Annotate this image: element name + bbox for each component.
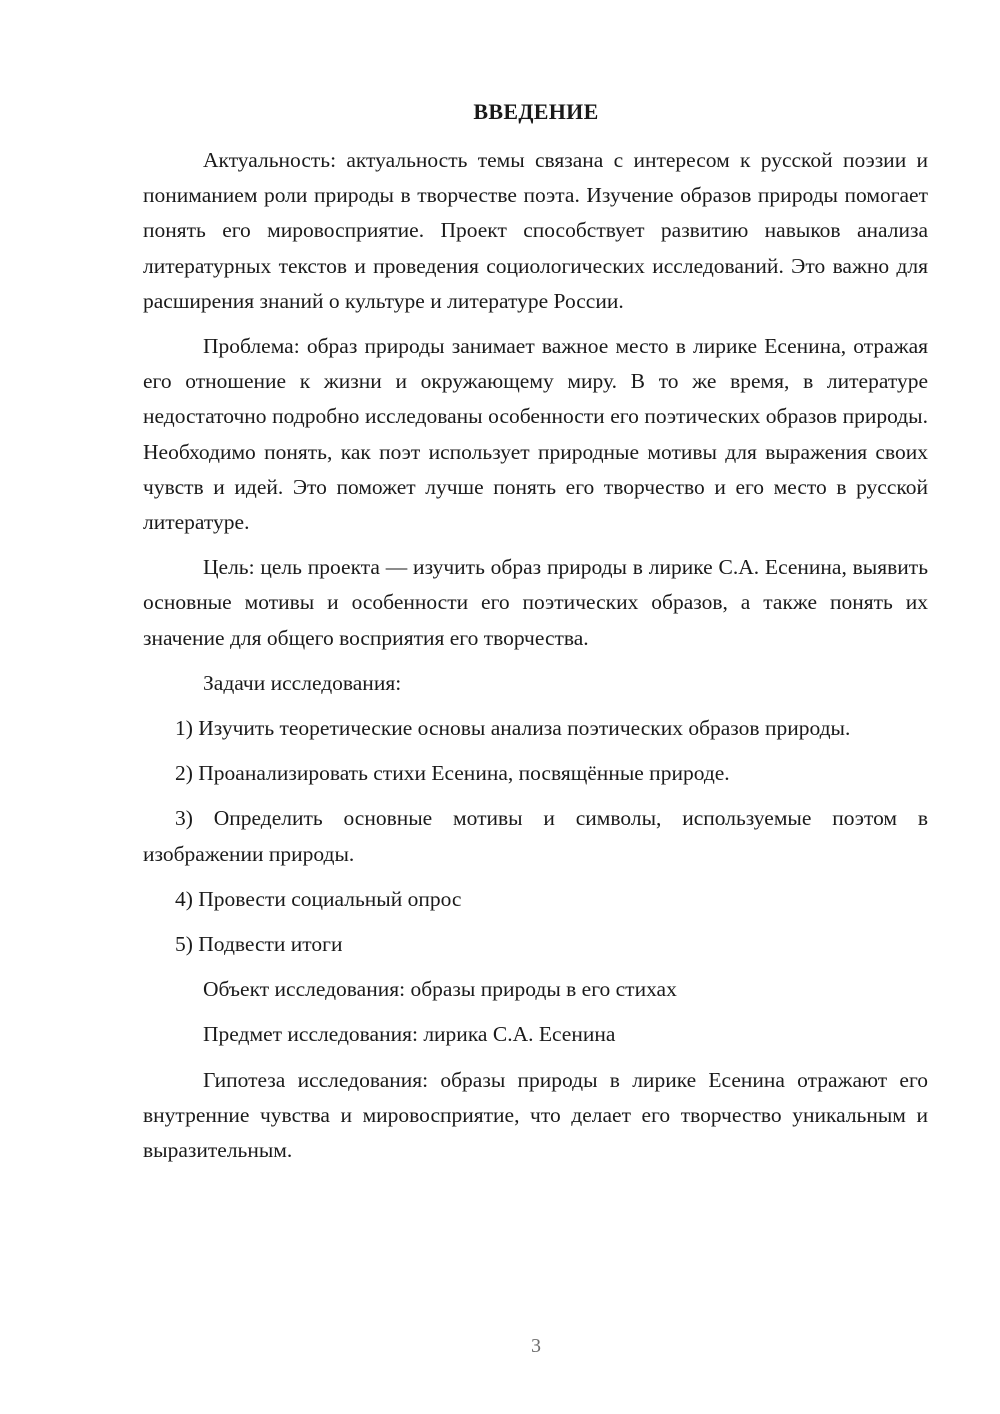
page-title: ВВЕДЕНИЕ	[473, 99, 599, 124]
task-item-4: 4) Провести социальный опрос	[175, 886, 462, 911]
page-number: 3	[531, 1335, 541, 1357]
task-item-3: 3) Определить основные мотивы и символы, используемые поэтом в изображении природы.	[143, 806, 928, 866]
task-item-1: 1) Изучить теоретические основы анализа поэтических образов природы.	[175, 716, 851, 741]
body-text	[143, 143, 928, 1178]
paragraph-subject: Предмет исследования: лирика С.А. Есенина	[203, 1022, 616, 1047]
task-item-2: 2) Проанализировать стихи Есенина, посвящённые природе.	[175, 761, 730, 786]
paragraph-hypothesis: Гипотеза исследования: образы природы в лирике Есенина отражают его внутренние чувства и мировосприятие, что делает его творчество уникальным и выразительным.	[143, 1067, 928, 1163]
task-item-5: 5) Подвести итоги	[175, 932, 343, 957]
tasks-heading: Задачи исследования:	[203, 670, 402, 695]
paragraph-goal: Цель: цель проекта — изучить образ природы в лирике С.А. Есенина, выявить основные мотивы и особенности его поэтических образов, а также понять их значение для общего восприятия его творчества.	[143, 555, 928, 650]
paragraph-problem: Проблема: образ природы занимает важное место в лирике Есенина, отражая его отношение к жизни и окружающему миру. В то же время, в литературе недостаточно подробно исследованы особенности его поэтических образов природы. Необходимо понять, как поэт использует природные мотивы для выражения своих чувств и идей. Это поможет лучше понять его творчество и его место в русской литературе.	[143, 334, 928, 535]
paragraph-object: Объект исследования: образы природы в его стихах	[203, 977, 677, 1002]
paragraph-relevance: Актуальность: актуальность темы связана с интересом к русской поэзии и пониманием роли природы в творчестве поэта. Изучение образов природы помогает понять его мировосприятие. Проект способствует развитию навыков анализа литературных текстов и проведения социологических исследований. Это важно для расширения знаний о культуре и литературе России.	[143, 148, 928, 313]
